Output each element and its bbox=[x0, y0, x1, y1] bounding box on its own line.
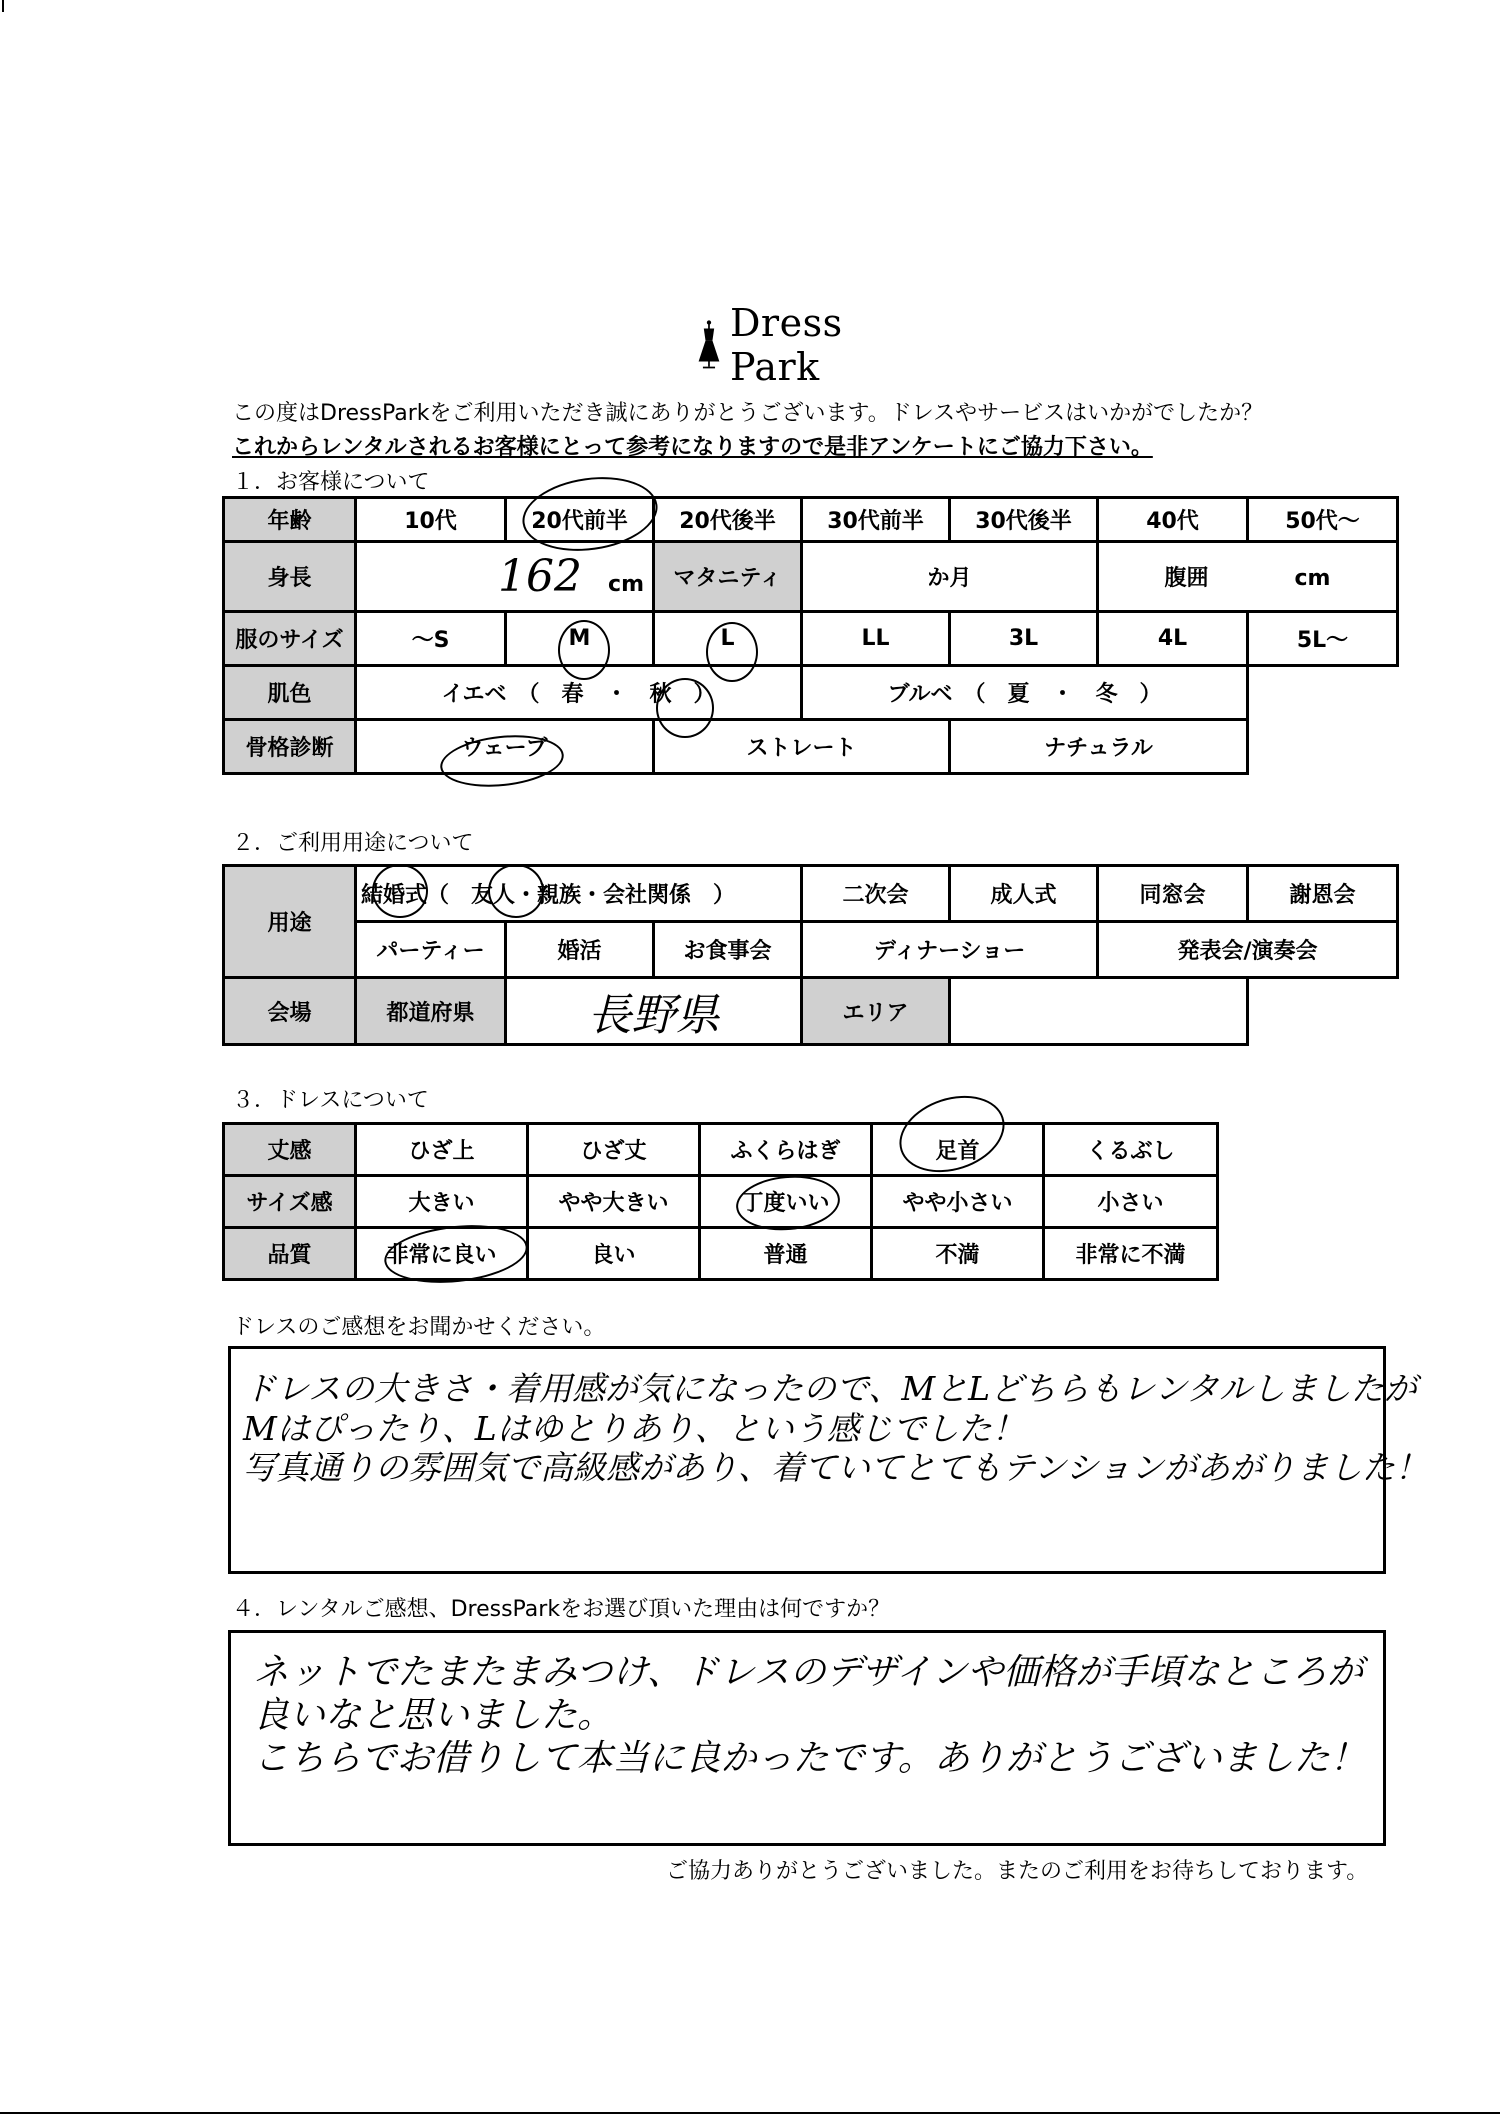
quality-option[interactable]: 良い bbox=[528, 1228, 700, 1280]
reason-line: ネットでたまたまみつけ、ドレスのデザインや価格が手頃なところが bbox=[253, 1652, 1364, 1693]
waist-label: 腹囲 bbox=[1164, 566, 1209, 591]
purpose-option[interactable]: ディナーショー bbox=[802, 922, 1098, 978]
height-label: 身長 bbox=[224, 542, 356, 612]
length-option[interactable]: ひざ上 bbox=[356, 1124, 528, 1176]
quality-option-selected[interactable]: 非常に良い bbox=[356, 1228, 528, 1280]
venue-row bbox=[224, 978, 1398, 1045]
footer-thanks: ご協力ありがとうございました。またのご利用をお待ちしております。 bbox=[666, 1859, 1369, 1884]
length-label: 丈感 bbox=[224, 1124, 356, 1176]
size-option[interactable]: 5L～ bbox=[1248, 612, 1398, 666]
prefecture-label: 都道府県 bbox=[356, 978, 506, 1045]
impression-line: Mはぴったり、Lはゆとりあり、という感じでした！ bbox=[243, 1408, 1025, 1448]
section-3-title: ３．ドレスについて bbox=[232, 1088, 429, 1113]
brand-name: Dress Park bbox=[729, 301, 843, 389]
age-row bbox=[224, 498, 1398, 542]
skin-yellow-option[interactable]: イエベ （ 春 ・ 秋 ） bbox=[356, 666, 802, 720]
section-1-title: １．お客様について bbox=[232, 470, 430, 495]
height-field[interactable] bbox=[356, 542, 654, 612]
fit-row bbox=[224, 1176, 1218, 1228]
quality-label: 品質 bbox=[224, 1228, 356, 1280]
length-row bbox=[224, 1124, 1218, 1176]
size-option[interactable]: 3L bbox=[950, 612, 1098, 666]
age-option[interactable]: 30代前半 bbox=[802, 498, 950, 542]
fit-option[interactable]: 大きい bbox=[356, 1176, 528, 1228]
age-option[interactable]: 20代後半 bbox=[654, 498, 802, 542]
fit-option[interactable]: やや大きい bbox=[528, 1176, 700, 1228]
customer-table bbox=[222, 496, 1399, 775]
purpose-option[interactable]: お食事会 bbox=[654, 922, 802, 978]
quality-option[interactable]: 普通 bbox=[700, 1228, 872, 1280]
impression-line: ドレスの大きさ・着用感が気になったので、MとLどちらもレンタルしましたが bbox=[243, 1369, 1417, 1408]
maternity-unit: か月 bbox=[927, 566, 972, 591]
frame-option[interactable]: ストレート bbox=[654, 720, 950, 774]
fit-option[interactable]: 小さい bbox=[1044, 1176, 1218, 1228]
fit-option-selected[interactable]: 丁度いい bbox=[700, 1176, 872, 1228]
intro-line-2: これからレンタルされるお客様にとって参考になりますので是非アンケートにご協力下さい。 bbox=[232, 435, 1153, 460]
age-label: 年齢 bbox=[224, 498, 356, 542]
section-4-title: ４．レンタルご感想、DressParkをお選び頂いた理由は何ですか？ bbox=[232, 1597, 891, 1622]
dress-table bbox=[222, 1122, 1219, 1281]
reason-box[interactable] bbox=[228, 1630, 1386, 1846]
section-2-title: ２．ご利用用途について bbox=[232, 831, 474, 856]
size-option[interactable]: ～S bbox=[356, 612, 506, 666]
purpose-option[interactable]: 同窓会 bbox=[1098, 866, 1248, 922]
height-unit: cm bbox=[608, 572, 644, 597]
maternity-label: マタニティ bbox=[654, 542, 802, 612]
dress-icon bbox=[696, 316, 722, 374]
length-option[interactable]: ひざ丈 bbox=[528, 1124, 700, 1176]
purpose-option[interactable]: パーティー bbox=[356, 922, 506, 978]
impression-line: 写真通りの雰囲気で高級感があり、着ていてとてもテンションがあがりました！ bbox=[243, 1448, 1428, 1488]
intro-line-1: この度はDressParkをご利用いただき誠にありがとうございます。ドレスやサービスはいかがでしたか？ bbox=[232, 401, 1264, 426]
quality-row bbox=[224, 1228, 1218, 1280]
waist-unit: cm bbox=[1294, 566, 1331, 591]
size-option-selected[interactable]: L bbox=[654, 612, 802, 666]
brand-logo bbox=[696, 301, 916, 389]
purpose-label: 用途 bbox=[224, 866, 356, 978]
reason-line: 良いなと思いました。 bbox=[253, 1695, 614, 1737]
prefecture-field[interactable] bbox=[506, 978, 802, 1045]
frame-row bbox=[224, 720, 1398, 774]
length-option[interactable]: くるぶし bbox=[1044, 1124, 1218, 1176]
frame-option-selected[interactable]: ウェーブ bbox=[356, 720, 654, 774]
reason-line: こちらでお借りして本当に良かったです。ありがとうございました！ bbox=[253, 1738, 1366, 1780]
size-label: 服のサイズ bbox=[224, 612, 356, 666]
skin-blue-option[interactable]: ブルベ （ 夏 ・ 冬 ） bbox=[802, 666, 1248, 720]
frame-label: 骨格診断 bbox=[224, 720, 356, 774]
age-option[interactable]: 50代～ bbox=[1248, 498, 1398, 542]
purpose-option[interactable]: 成人式 bbox=[950, 866, 1098, 922]
size-option[interactable]: 4L bbox=[1098, 612, 1248, 666]
purpose-option[interactable]: 婚活 bbox=[506, 922, 654, 978]
skin-label: 肌色 bbox=[224, 666, 356, 720]
size-option-selected[interactable]: M bbox=[506, 612, 654, 666]
usage-row-1 bbox=[224, 866, 1398, 922]
purpose-wedding[interactable]: 結婚式（ 友人・親族・会社関係 ） bbox=[356, 866, 802, 922]
quality-option[interactable]: 不満 bbox=[872, 1228, 1044, 1280]
scan-bottom-line bbox=[0, 2112, 1500, 2114]
area-label: エリア bbox=[802, 978, 950, 1045]
length-option-selected[interactable]: 足首 bbox=[872, 1124, 1044, 1176]
height-value: 162 bbox=[498, 551, 583, 602]
usage-table bbox=[222, 864, 1399, 1046]
area-field[interactable] bbox=[950, 978, 1248, 1045]
purpose-option[interactable]: 謝恩会 bbox=[1248, 866, 1398, 922]
size-row bbox=[224, 612, 1398, 666]
age-option[interactable]: 10代 bbox=[356, 498, 506, 542]
waist-field[interactable] bbox=[1098, 542, 1398, 612]
age-option[interactable]: 30代後半 bbox=[950, 498, 1098, 542]
purpose-option[interactable]: 発表会/演奏会 bbox=[1098, 922, 1398, 978]
fit-label: サイズ感 bbox=[224, 1176, 356, 1228]
length-option[interactable]: ふくらはぎ bbox=[700, 1124, 872, 1176]
quality-option[interactable]: 非常に不満 bbox=[1044, 1228, 1218, 1280]
frame-option[interactable]: ナチュラル bbox=[950, 720, 1248, 774]
age-option[interactable]: 40代 bbox=[1098, 498, 1248, 542]
height-row bbox=[224, 542, 1398, 612]
fit-option[interactable]: やや小さい bbox=[872, 1176, 1044, 1228]
maternity-field[interactable] bbox=[802, 542, 1098, 612]
scan-edge-mark bbox=[2, 0, 4, 12]
impression-prompt: ドレスのご感想をお聞かせください。 bbox=[232, 1315, 606, 1340]
venue-label: 会場 bbox=[224, 978, 356, 1045]
age-option-selected[interactable]: 20代前半 bbox=[506, 498, 654, 542]
size-option[interactable]: LL bbox=[802, 612, 950, 666]
purpose-option[interactable]: 二次会 bbox=[802, 866, 950, 922]
prefecture-value: 長野県 bbox=[587, 990, 720, 1041]
usage-row-2 bbox=[224, 922, 1398, 978]
impression-box[interactable] bbox=[228, 1346, 1428, 1574]
skin-row bbox=[224, 666, 1398, 720]
